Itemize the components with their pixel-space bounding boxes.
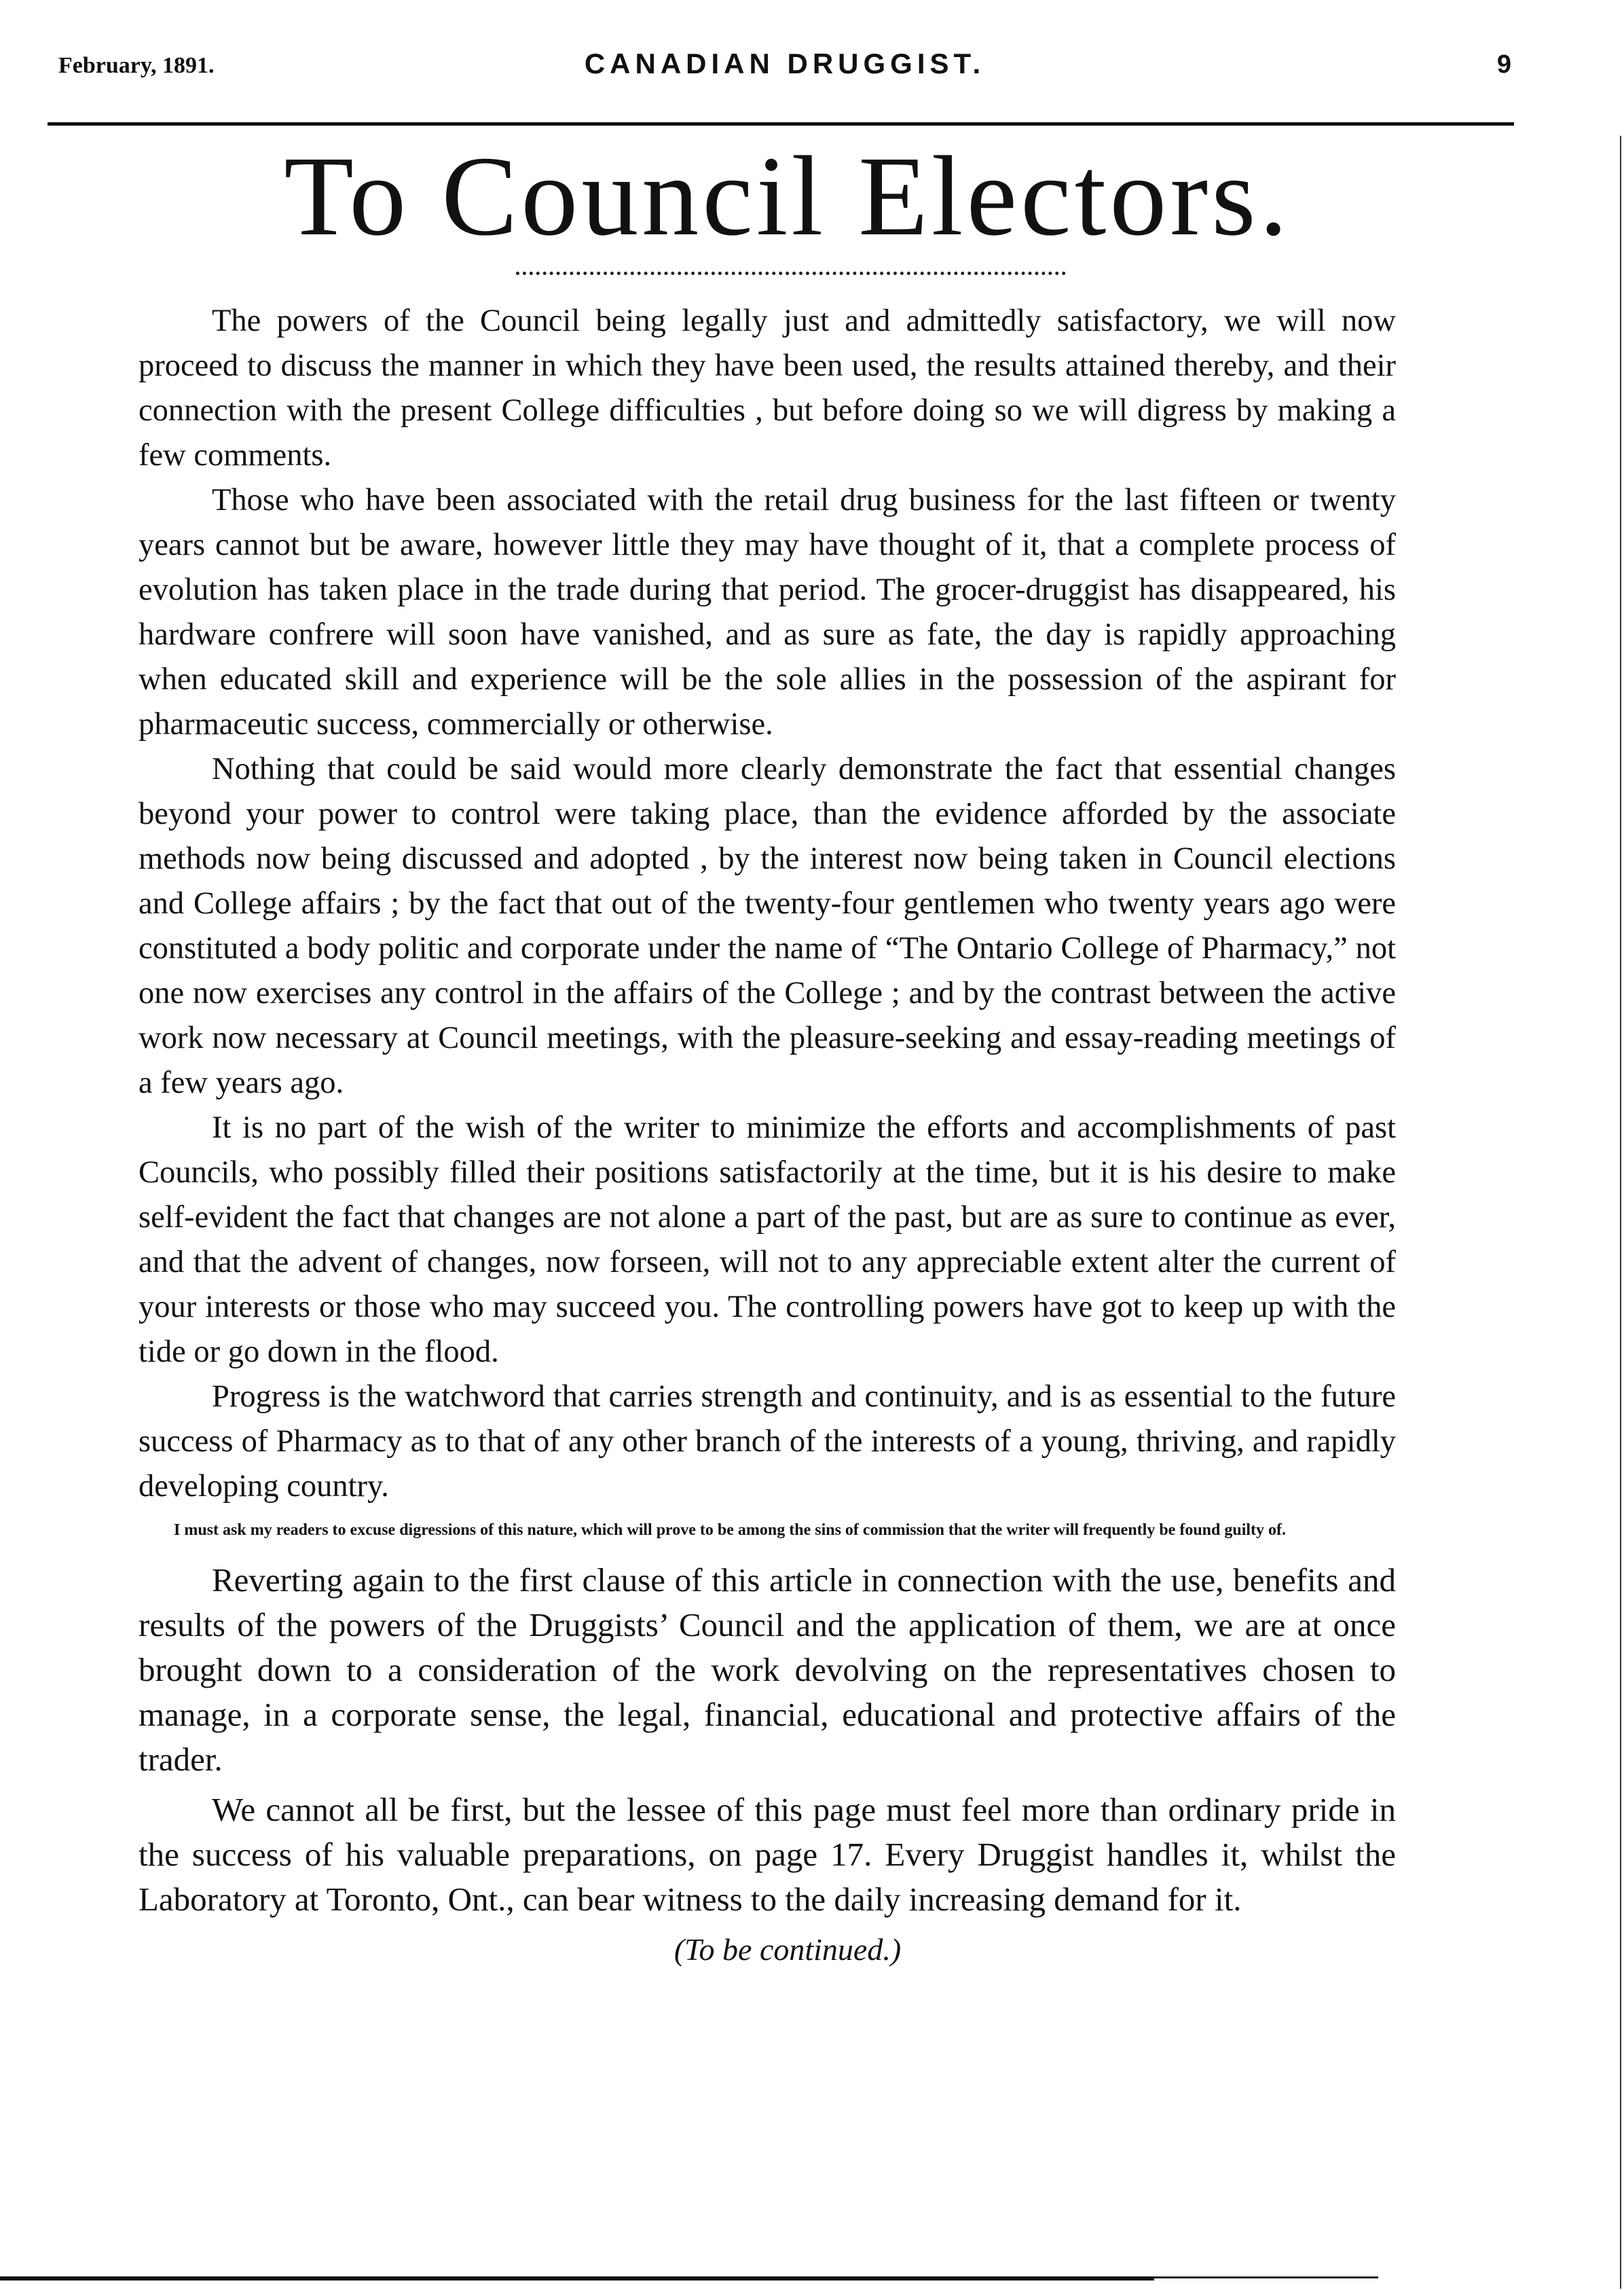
article-title: To Council Electors.: [284, 133, 1291, 259]
page-edge: [1620, 136, 1621, 2289]
publication-name: CANADIAN DRUGGIST.: [584, 48, 986, 79]
page-number: 9: [1496, 50, 1511, 79]
header-rule: [48, 122, 1514, 126]
paragraph-5: Progress is the watchword that carries strength and continuity, and is as essential to the future success of Pharmacy as to that of any other branch of the interests of a young, thriving, and rapidly developing country.: [139, 1379, 1396, 1504]
author-note: I must ask my readers to excuse digressions of this nature, which will prove to be among the sins of commission that the writer will frequently be found guilty of.: [174, 1521, 1287, 1539]
paragraph-7: We cannot all be first, but the lessee of this page must feel more than ordinary pride in the success of his valuable preparations, on page 17. Every Druggist handles it, whilst the Laboratory at Toronto, Ont., can bear witness to the daily increasing demand for it.: [139, 1791, 1396, 1918]
issue-date: February, 1891.: [58, 53, 215, 78]
continued-notice: [139, 1927, 1396, 1972]
title-divider: [516, 272, 1066, 275]
paragraph-1: The powers of the Council being legally just and admittedly satisfactory, we will now proceed to discuss the manner in which they have been used, the results attained thereby, and their connection with the present College difficulties , but before doing so we will digress by making a few comments.: [139, 304, 1396, 473]
article-body: [139, 299, 1396, 1972]
paragraph-4: It is no part of the wish of the writer to minimize the efforts and accomplishments of past Councils, who possibly filled their positions satisfactorily at the time, but it is his desire to make self-evident the fact that changes are not alone a part of the past, but are as sure to continue as ever, and that the advent of changes, now forseen, will not to any appreciable extent alter the current of your interests or those who may succeed you. The controlling powers have got to keep up with the tide or go down in the flood.: [139, 1110, 1396, 1369]
footer-rule: [0, 2276, 1154, 2280]
paragraph-3: Nothing that could be said would more clearly demonstrate the fact that essential changes beyond your power to control were taking place, than the evidence afforded by the associate methods now being discussed and adopted , by the interest now being taken in Council elections and College affairs ; by the fact that out of the twenty-four gentlemen who twenty years ago were constituted a body politic and corporate under the name of “The Ontario College of Pharmacy,” not one now exercises any control in the affairs of the College ; and by the contrast between the active work now necessary at Council meetings, with the pleasure-seeking and essay-reading meetings of a few years ago.: [139, 752, 1396, 1100]
paragraph-6: Reverting again to the first clause of this article in connection with the use, benefits and results of the powers of the Druggists’ Council and the application of them, we are at once brought down to a consideration of the work devolving on the representatives chosen to manage, in a corporate sense, the legal, financial, educational and protective affairs of the trader.: [139, 1561, 1396, 1778]
running-head: [58, 48, 1511, 88]
paragraph-2: Those who have been associated with the retail drug business for the last fifteen or twenty years cannot but be aware, however little they may have thought of it, that a complete process of evolution has taken place in the trade during that period. The grocer-druggist has disappeared, his hardware confrere will soon have vanished, and as sure as fate, the day is rapidly approaching when educated skill and experience will be the sole allies in the possession of the aspirant for pharmaceutic success, commercially or otherwise.: [139, 483, 1396, 742]
footer-rule-thin: [1154, 2276, 1378, 2278]
continued-text: (To be continued.): [673, 1932, 902, 1967]
